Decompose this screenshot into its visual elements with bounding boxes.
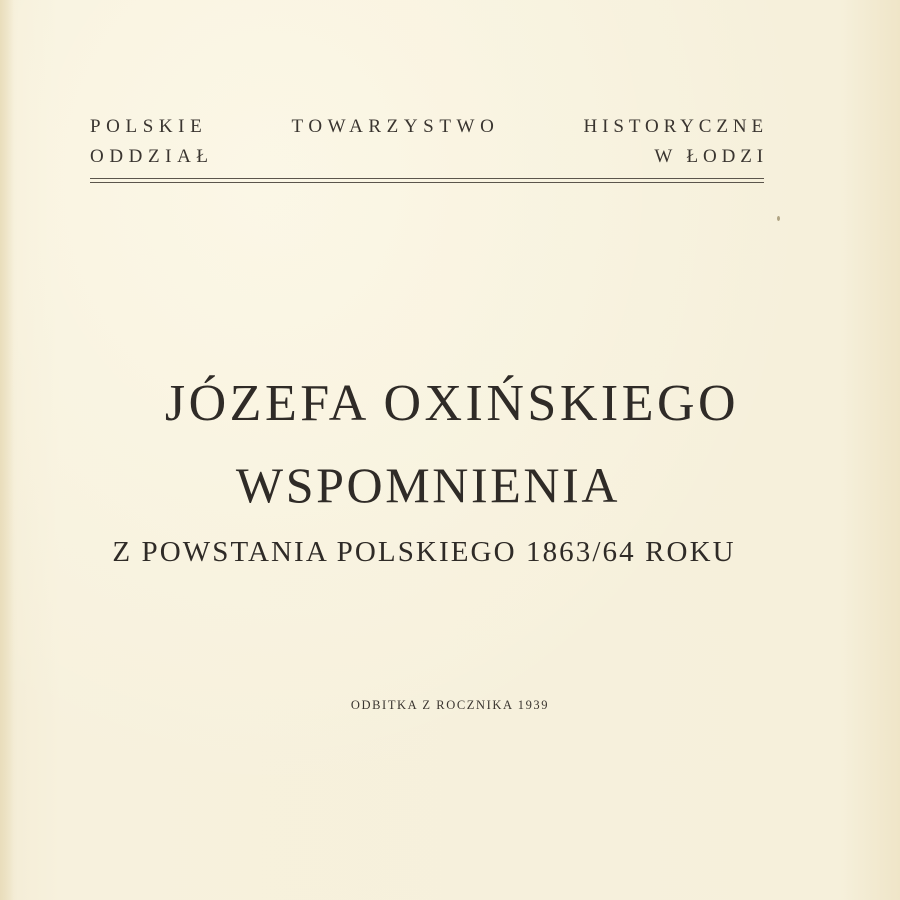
header-rule-bottom — [90, 182, 764, 183]
publisher-word-oddzial: ODDZIAŁ — [90, 146, 214, 167]
title-subtitle: Z POWSTANIA POLSKIEGO 1863/64 ROKU — [112, 536, 736, 568]
title-author: JÓZEFA OXIŃSKIEGO — [164, 375, 740, 432]
publisher-word-polskie: POLSKIE — [90, 116, 208, 137]
title-main: WSPOMNIENIA — [235, 457, 621, 513]
paper-speck — [777, 216, 780, 221]
publisher-location: W ŁODZI — [654, 146, 768, 167]
publisher-header-line-1 — [90, 116, 768, 138]
page-edge-shadow — [0, 0, 14, 900]
header-rule-top — [90, 178, 764, 179]
offprint-note: ODBITKA Z ROCZNIKA 1939 — [350, 698, 550, 712]
publisher-word-towarzystwo: TOWARZYSTWO — [291, 116, 500, 137]
publisher-word-historyczne: HISTORYCZNE — [583, 116, 768, 137]
publisher-header-line-2 — [90, 146, 768, 168]
